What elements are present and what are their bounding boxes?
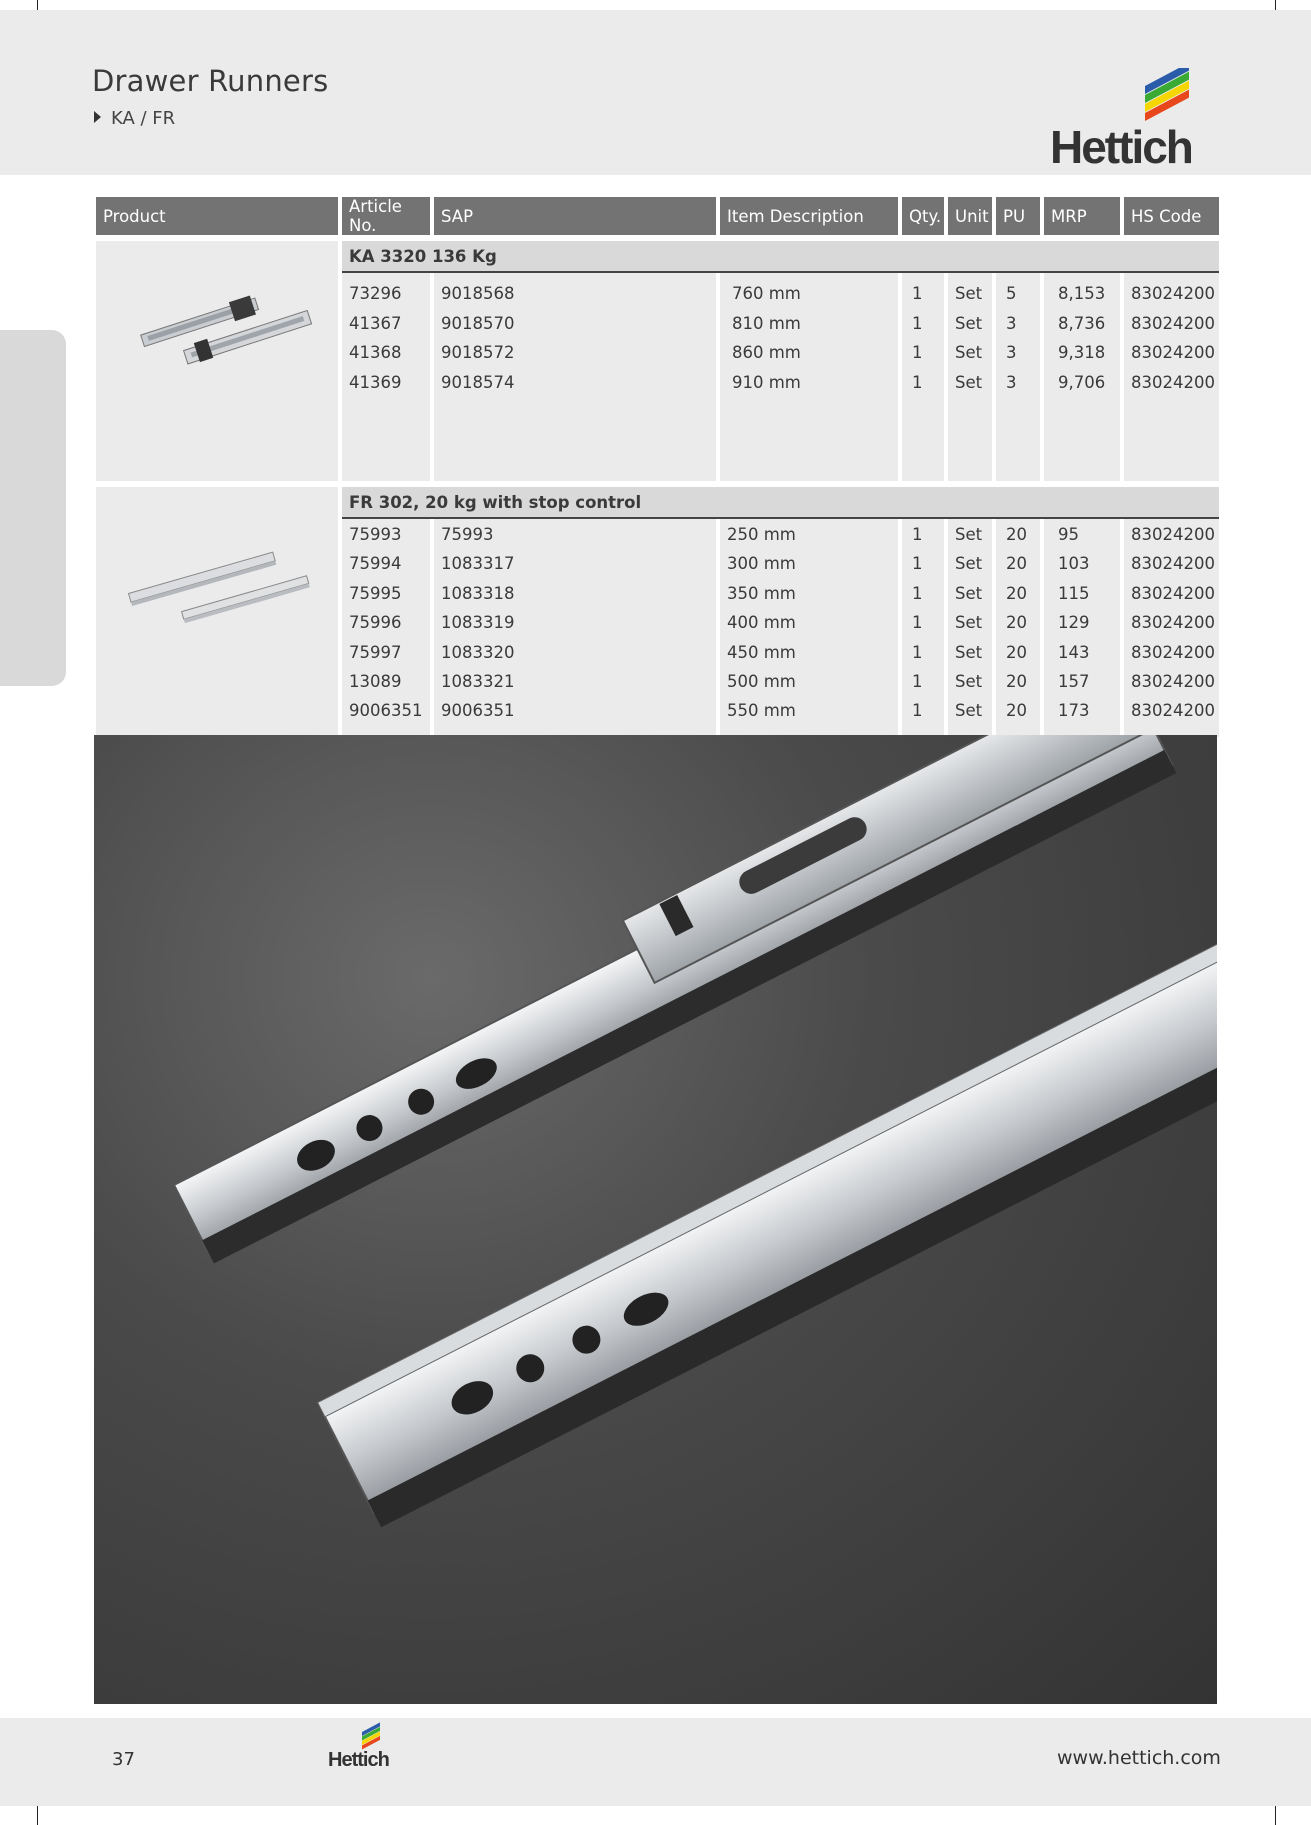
sap-no: 75993 [441, 525, 494, 544]
mrp: 8,153 [1058, 284, 1106, 303]
hs-code-cell [1124, 519, 1219, 737]
mrp: 115 [1058, 583, 1090, 603]
unit: Set [955, 372, 983, 392]
qty-cell [902, 519, 944, 737]
breadcrumb [94, 108, 175, 129]
unit: Set [955, 554, 983, 574]
product-image-cell [96, 487, 338, 737]
pu: 20 [1006, 671, 1027, 691]
product-image-cell [96, 241, 338, 481]
table-header-row [96, 197, 1219, 235]
hs-code: 83024200 [1131, 313, 1215, 333]
drawer-runner-photo [94, 735, 1217, 1704]
page-title: Drawer Runners [92, 64, 329, 98]
item-description: 450 mm [727, 642, 796, 662]
mrp-cell [1044, 519, 1120, 737]
sap-no: 1083319 [441, 613, 515, 633]
unit: Set [955, 525, 983, 544]
col-header-sap: SAP [434, 197, 716, 235]
page-number: 37 [112, 1749, 135, 1770]
unit: Set [955, 343, 983, 362]
pu: 3 [1006, 313, 1017, 333]
pu: 20 [1006, 583, 1027, 603]
qty: 1 [912, 372, 923, 392]
col-header-product: Product [96, 197, 338, 235]
hs-code: 83024200 [1131, 343, 1215, 362]
hs-code: 83024200 [1131, 613, 1215, 633]
hs-code: 83024200 [1131, 554, 1215, 574]
item-description: 860 mm [732, 343, 801, 362]
article-no: 41368 [349, 343, 402, 362]
mrp: 95 [1058, 525, 1079, 544]
fr-302-runner-image [117, 535, 317, 645]
drawer-runner-illustration [94, 735, 1217, 1704]
pu: 20 [1006, 642, 1027, 662]
triangle-right-icon [94, 111, 101, 123]
pu: 3 [1006, 372, 1017, 392]
product-table [92, 197, 1223, 737]
mrp: 129 [1058, 613, 1090, 633]
mrp: 9,706 [1058, 372, 1106, 392]
sap-no: 9018570 [441, 313, 515, 333]
sap-no: 9018572 [441, 343, 515, 362]
item-description: 910 mm [732, 372, 801, 392]
mrp-cell [1044, 273, 1120, 481]
side-tab [0, 330, 66, 686]
sap-no: 9006351 [441, 701, 515, 721]
hs-code: 83024200 [1131, 525, 1215, 544]
item-description: 550 mm [727, 701, 796, 721]
unit: Set [955, 313, 983, 333]
unit: Set [955, 284, 983, 303]
article-no: 73296 [349, 284, 402, 303]
hs-code: 83024200 [1131, 642, 1215, 662]
qty: 1 [912, 583, 923, 603]
group-title: KA 3320 136 Kg [342, 241, 1219, 273]
article-cell [342, 273, 430, 481]
group-title: FR 302, 20 kg with stop control [342, 487, 1219, 519]
unit: Set [955, 613, 983, 633]
pu: 20 [1006, 613, 1027, 633]
sap-no: 1083320 [441, 642, 515, 662]
hs-code: 83024200 [1131, 284, 1215, 303]
sap-cell [434, 273, 716, 481]
qty-cell [902, 273, 944, 481]
article-no: 75995 [349, 583, 402, 603]
mrp: 103 [1058, 554, 1090, 574]
pu: 20 [1006, 525, 1027, 544]
item-description: 350 mm [727, 583, 796, 603]
col-header-qty: Qty. [902, 197, 944, 235]
col-header-article: Article No. [342, 197, 430, 235]
hettich-footer-logo [326, 1722, 392, 1772]
group-header-row [96, 487, 1219, 519]
crop-mark [37, 1805, 38, 1825]
qty: 1 [912, 613, 923, 633]
sap-no: 1083317 [441, 554, 515, 574]
breadcrumb-label: KA / FR [111, 108, 176, 129]
qty: 1 [912, 343, 923, 362]
article-no: 75996 [349, 613, 402, 633]
hettich-logo [1050, 68, 1210, 168]
svg-text:Hettich: Hettich [1050, 121, 1192, 168]
sap-no: 9018568 [441, 284, 515, 303]
article-no: 75994 [349, 554, 402, 574]
hs-code: 83024200 [1131, 583, 1215, 603]
website-link[interactable]: www.hettich.com [1057, 1747, 1221, 1769]
hs-code: 83024200 [1131, 372, 1215, 392]
sap-no: 1083321 [441, 671, 515, 691]
item-description: 810 mm [732, 313, 801, 333]
item-description: 500 mm [727, 671, 796, 691]
article-no: 75993 [349, 525, 402, 544]
col-header-hs-code: HS Code [1124, 197, 1219, 235]
article-no: 9006351 [349, 701, 423, 721]
mrp: 9,318 [1058, 343, 1106, 362]
article-no: 41367 [349, 313, 402, 333]
qty: 1 [912, 701, 923, 721]
mrp: 8,736 [1058, 313, 1106, 333]
qty: 1 [912, 284, 923, 303]
crop-mark [1275, 1805, 1276, 1825]
col-header-pu: PU [996, 197, 1040, 235]
item-description: 760 mm [732, 284, 801, 303]
sap-cell [434, 519, 716, 737]
article-cell [342, 519, 430, 737]
group-header-row [96, 241, 1219, 273]
qty: 1 [912, 525, 923, 544]
mrp: 143 [1058, 642, 1090, 662]
unit: Set [955, 583, 983, 603]
pu: 5 [1006, 284, 1017, 303]
qty: 1 [912, 671, 923, 691]
description-cell [720, 273, 898, 481]
col-header-mrp: MRP [1044, 197, 1120, 235]
sap-no: 1083318 [441, 583, 515, 603]
item-description: 300 mm [727, 554, 796, 574]
pu: 20 [1006, 701, 1027, 721]
qty: 1 [912, 554, 923, 574]
hs-code: 83024200 [1131, 701, 1215, 721]
unit-cell [948, 273, 992, 481]
ka-3320-runner-image [117, 269, 317, 379]
qty: 1 [912, 642, 923, 662]
hs-code: 83024200 [1131, 671, 1215, 691]
description-cell [720, 519, 898, 737]
col-header-description: Item Description [720, 197, 898, 235]
unit-cell [948, 519, 992, 737]
pu-cell [996, 273, 1040, 481]
col-header-unit: Unit [948, 197, 992, 235]
unit: Set [955, 671, 983, 691]
pu-cell [996, 519, 1040, 737]
svg-text:Hettich: Hettich [328, 1749, 389, 1771]
mrp: 157 [1058, 671, 1090, 691]
unit: Set [955, 642, 983, 662]
hs-code-cell [1124, 273, 1219, 481]
qty: 1 [912, 313, 923, 333]
article-no: 13089 [349, 671, 402, 691]
item-description: 400 mm [727, 613, 796, 633]
unit: Set [955, 701, 983, 721]
item-description: 250 mm [727, 525, 796, 544]
article-no: 41369 [349, 372, 402, 392]
sap-no: 9018574 [441, 372, 515, 392]
pu: 3 [1006, 343, 1017, 362]
article-no: 75997 [349, 642, 402, 662]
mrp: 173 [1058, 701, 1090, 721]
pu: 20 [1006, 554, 1027, 574]
